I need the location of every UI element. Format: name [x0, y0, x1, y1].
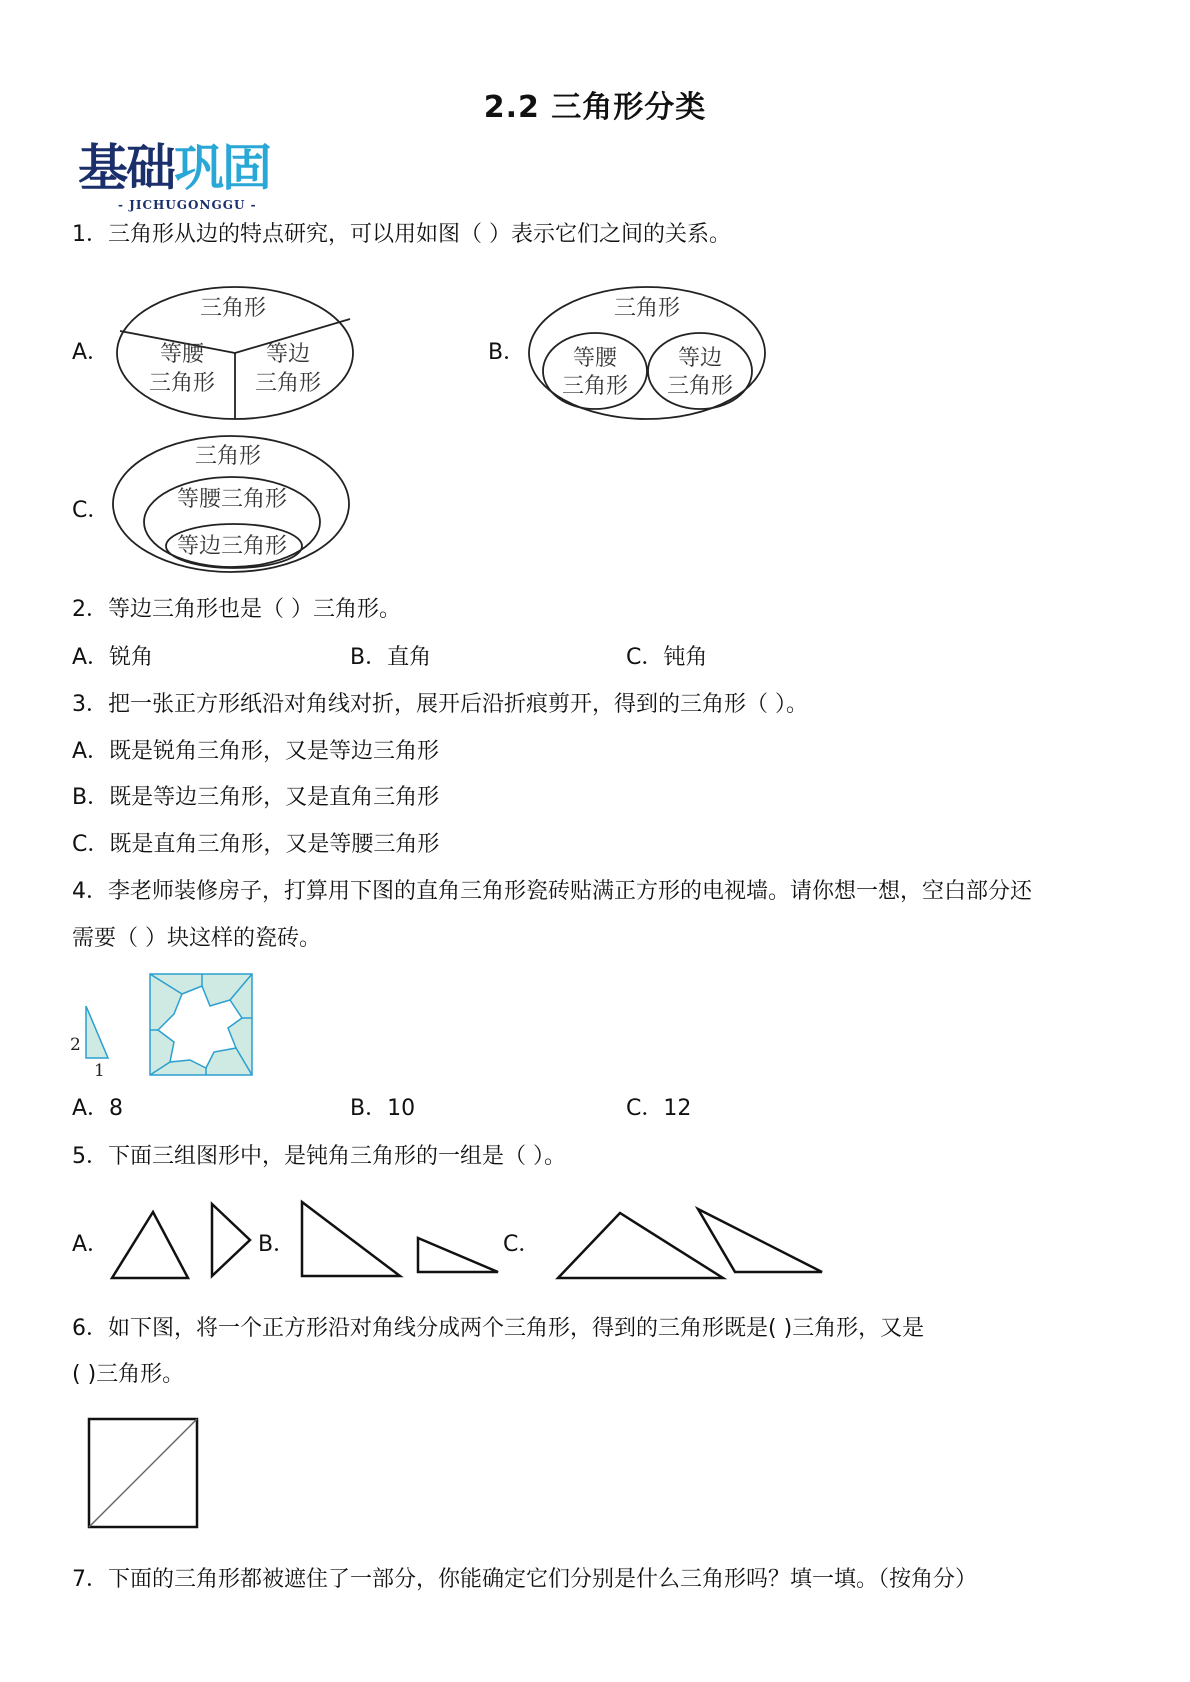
q2-option-b: B．直角 [350, 645, 432, 670]
question-4-line2: 需要（ ）块这样的瓷砖。 [72, 926, 321, 951]
q1c-iso-label: 等腰三角形 [176, 487, 288, 512]
q6-square-figure [86, 1416, 202, 1532]
q5-option-c-label: C． [503, 1232, 541, 1257]
q4-tile-figure [66, 1000, 116, 1080]
q2-option-c: C．钝角 [626, 645, 708, 670]
q1b-iso-label: 等腰 [572, 346, 618, 371]
q1-option-a-label: A． [72, 340, 110, 365]
q4-option-b: B．10 [350, 1096, 416, 1121]
q1b-equi-label: 等边 [677, 346, 723, 371]
question-4-line1: 4．李老师装修房子，打算用下图的直角三角形瓷砖贴满正方形的电视墙。请你想一想，空白部分还 [72, 879, 1033, 904]
q1a-equi-tri-label: 三角形 [254, 371, 322, 396]
page-title: 2.2 三角形分类 [483, 90, 707, 125]
q1b-outer-label: 三角形 [613, 296, 681, 321]
q5-option-b-label: B． [258, 1232, 296, 1257]
q5-option-a-label: A． [72, 1232, 110, 1257]
q1a-equi-label: 等边 [265, 342, 311, 367]
question-2: 2．等边三角形也是（ ）三角形。 [72, 597, 401, 622]
q4-option-a: A．8 [72, 1096, 124, 1121]
question-3: 3．把一张正方形纸沿对角线对折，展开后沿折痕剪开，得到的三角形（ ）。 [72, 692, 808, 717]
q1-diagram-a [110, 283, 360, 423]
q1-option-b-label: B． [488, 340, 526, 365]
q1c-outer-label: 三角形 [194, 444, 262, 469]
q4-option-c: C．12 [626, 1096, 692, 1121]
question-5: 5．下面三组图形中，是钝角三角形的一组是（ ）。 [72, 1144, 566, 1169]
q5-group-c [555, 1202, 827, 1284]
logo-part1: 基础 [78, 139, 174, 197]
q1a-outer-label: 三角形 [199, 296, 267, 321]
q4-tile-height-label: 2 [70, 1035, 81, 1055]
q3-option-c: C．既是直角三角形，又是等腰三角形 [72, 832, 440, 857]
logo-subtitle: - JICHUGONGGU - [118, 198, 257, 212]
q1a-iso-tri-label: 三角形 [148, 371, 216, 396]
q2-option-a: A．锐角 [72, 645, 154, 670]
q5-group-a [108, 1200, 258, 1282]
q1b-iso-tri-label: 三角形 [561, 374, 629, 399]
logo-part2: 巩固 [174, 139, 270, 197]
question-1: 1．三角形从边的特点研究，可以用如图（ ）表示它们之间的关系。 [72, 222, 731, 247]
question-6-line2: ( )三角形。 [72, 1362, 185, 1387]
q3-option-a: A．既是锐角三角形，又是等边三角形 [72, 739, 440, 764]
q4-wall-figure [148, 972, 256, 1077]
q1-diagram-b [525, 283, 770, 423]
q1-option-c-label: C． [72, 498, 110, 523]
section-logo [78, 140, 270, 196]
q1c-equi-label: 等边三角形 [176, 534, 288, 559]
q1-diagram-c [108, 432, 354, 577]
q3-option-b: B．既是等边三角形，又是直角三角形 [72, 785, 440, 810]
q4-tile-base-label: 1 [94, 1061, 105, 1080]
q1b-equi-tri-label: 三角形 [666, 374, 734, 399]
q5-group-b [298, 1198, 504, 1280]
question-6-line1: 6．如下图，将一个正方形沿对角线分成两个三角形，得到的三角形既是( )三角形，又是 [72, 1316, 925, 1341]
question-7: 7．下面的三角形都被遮住了一部分，你能确定它们分别是什么三角形吗？填一填。（按角分） [72, 1567, 978, 1592]
q1a-iso-label: 等腰 [159, 342, 205, 367]
